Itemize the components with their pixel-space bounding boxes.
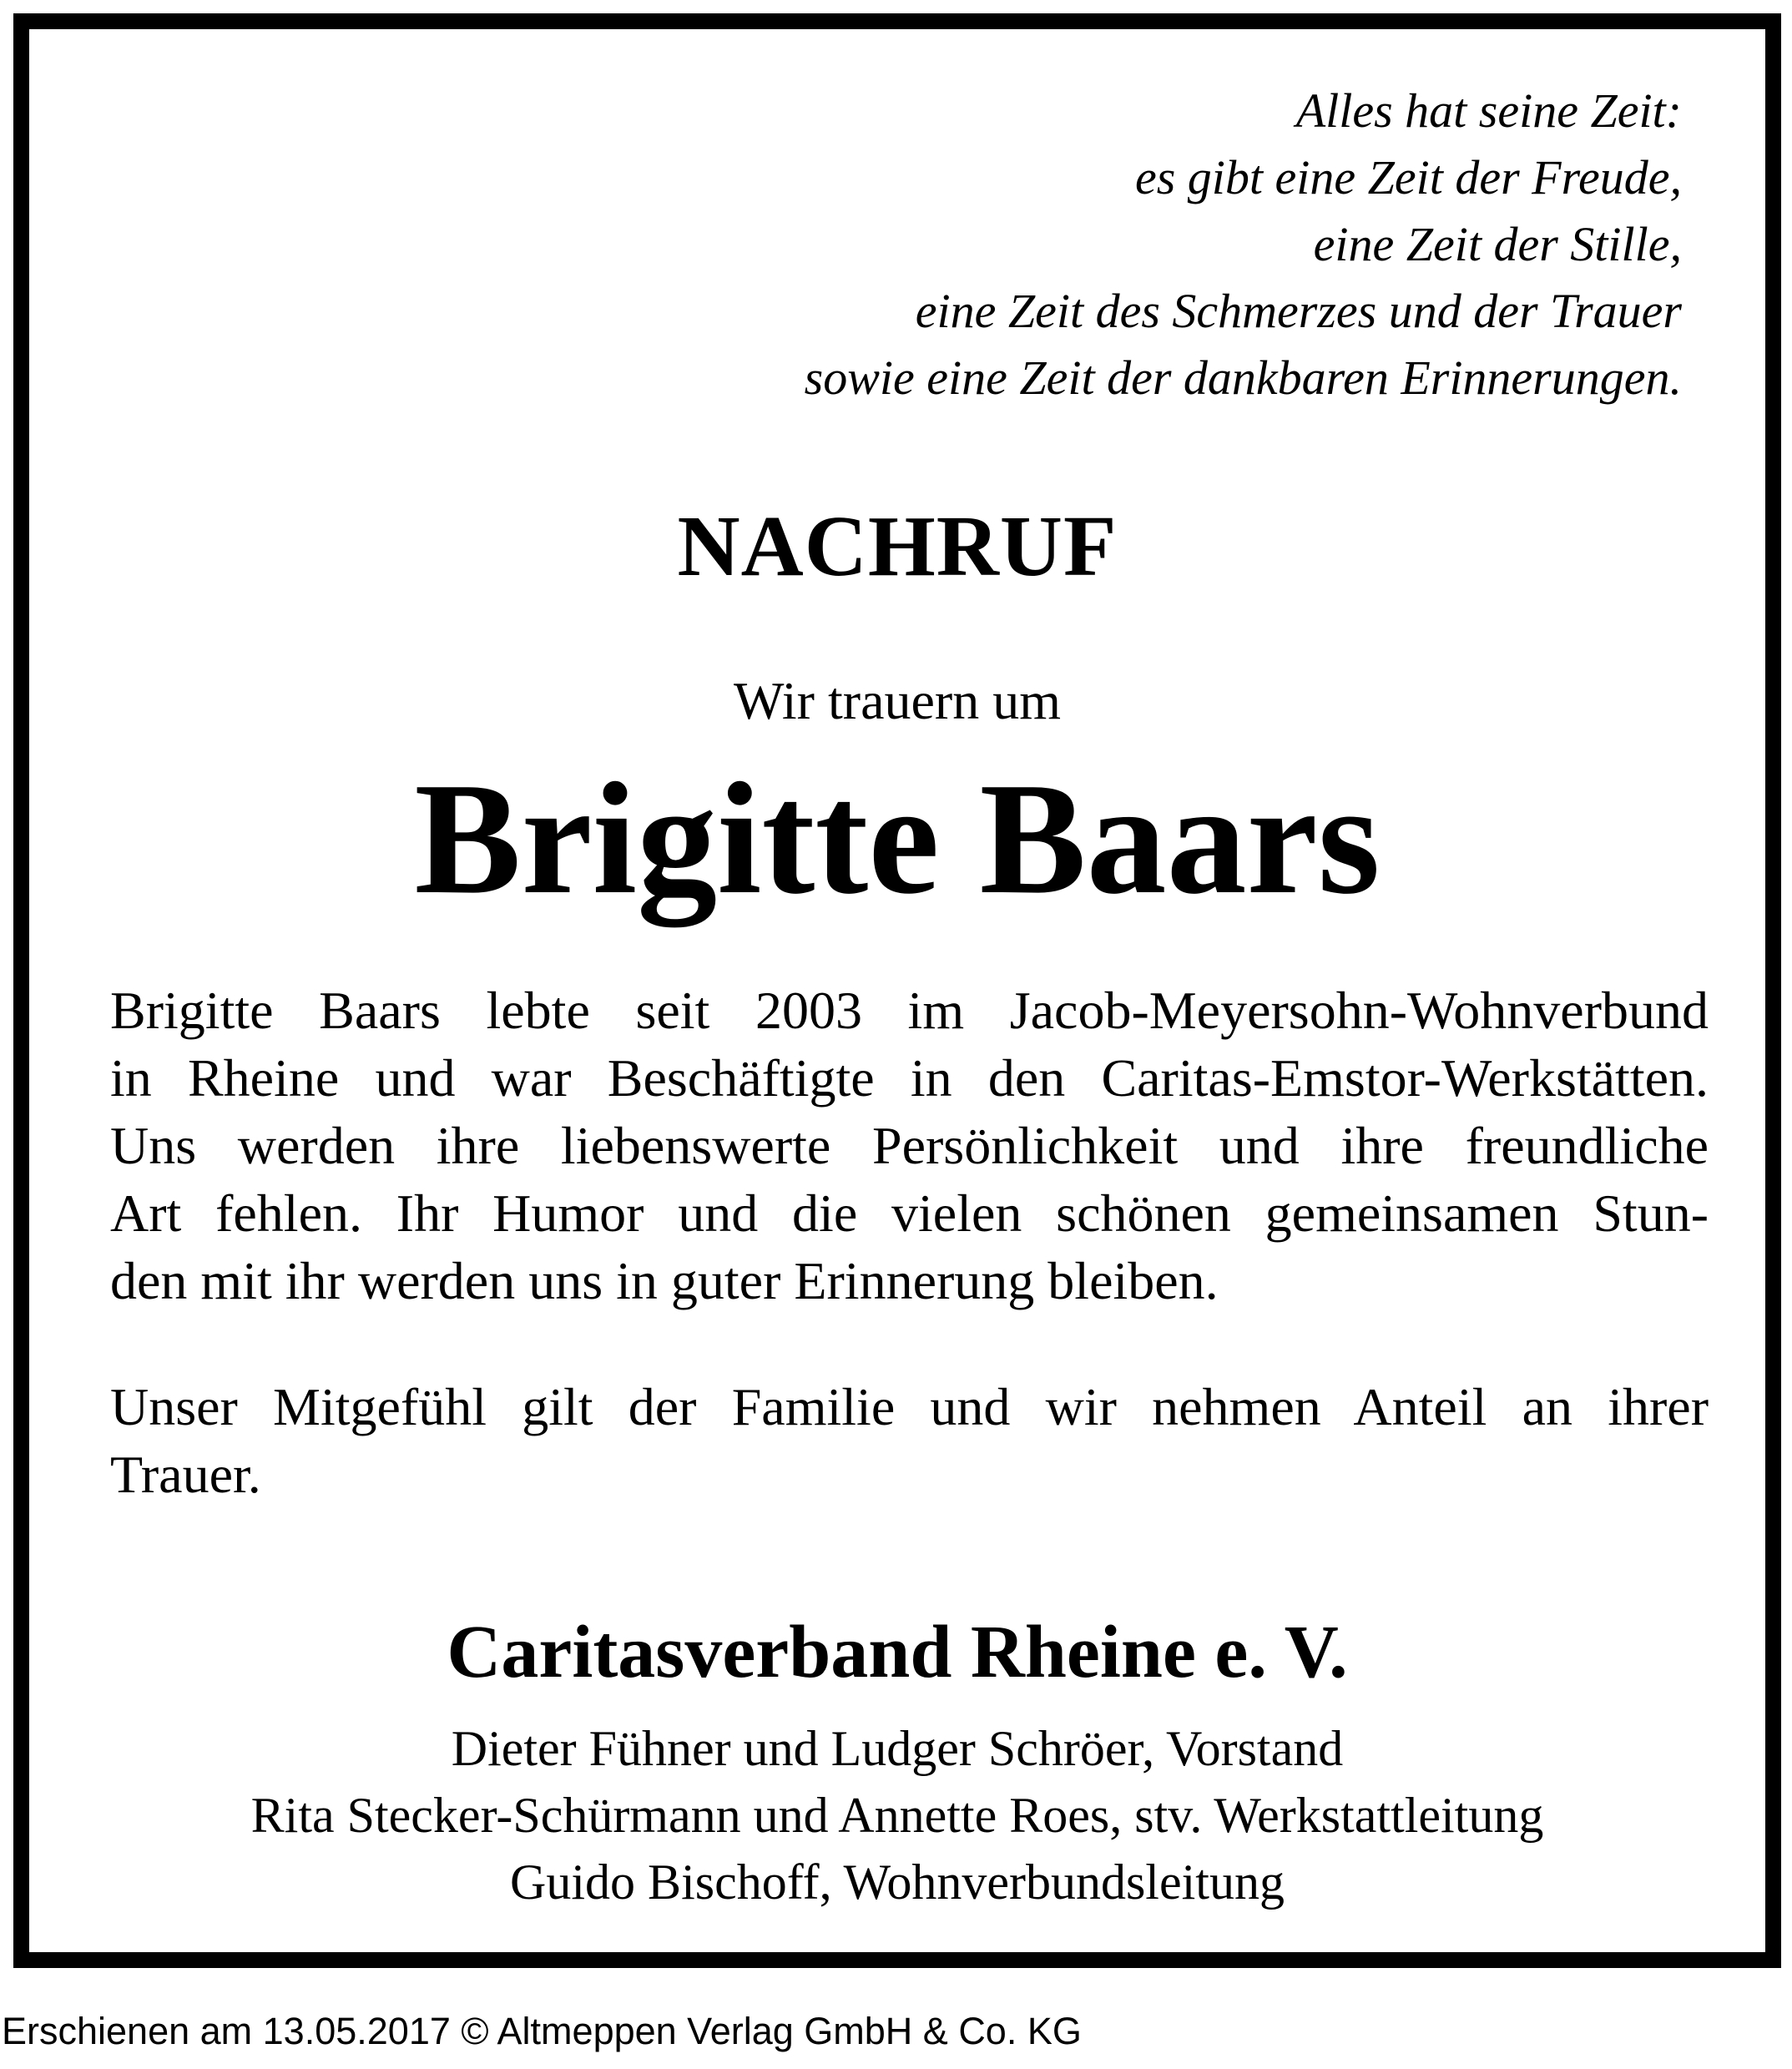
intro-text: Wir trauern um <box>734 671 1061 730</box>
paragraph-line: Uns werden ihre liebenswerte Persönlichkeit und ihre freundliche <box>110 1116 1709 1175</box>
paragraph-line: Trauer. <box>110 1445 261 1504</box>
poem-line: eine Zeit der Stille, <box>1313 217 1682 271</box>
paragraph-line: Art fehlen. Ihr Humor und die vielen schönen gemeinsamen Stun- <box>110 1183 1709 1243</box>
poem-line: Alles hat seine Zeit: <box>1295 83 1682 138</box>
obituary-frame <box>13 13 1781 1968</box>
obituary-heading: NACHRUF <box>677 498 1118 594</box>
deceased-name: Brigitte Baars <box>414 749 1381 927</box>
signer-line: Rita Stecker-Schürmann und Annette Roes, stv. Werkstattleitung <box>250 1788 1544 1843</box>
paragraph-line: den mit ihr werden uns in guter Erinnerung bleiben. <box>110 1251 1219 1310</box>
signers-list <box>29 1715 1765 1915</box>
poem-line: es gibt eine Zeit der Freude, <box>1134 150 1682 204</box>
poem <box>805 78 1682 411</box>
main-paragraph <box>110 976 1709 1315</box>
publication-footer: Erschienen am 13.05.2017 © Altmeppen Verlag GmbH & Co. KG <box>2 2010 1082 2052</box>
poem-line: eine Zeit des Schmerzes und der Trauer <box>915 284 1682 338</box>
signer-line: Dieter Fühner und Ludger Schröer, Vorstand <box>451 1721 1344 1776</box>
poem-line: sowie eine Zeit der dankbaren Erinnerungen. <box>804 351 1682 405</box>
condolence-paragraph <box>110 1373 1709 1508</box>
paragraph-line: Brigitte Baars lebte seit 2003 im Jacob-Meyersohn-Wohnverbund <box>110 981 1709 1040</box>
paragraph-line: in Rheine und war Beschäftigte in den Caritas-Emstor-Werkstätten. <box>110 1048 1709 1108</box>
signer-line: Guido Bischoff, Wohnverbundsleitung <box>510 1855 1285 1910</box>
organization-name: Caritasverband Rheine e. V. <box>447 1611 1348 1693</box>
paragraph-line: Unser Mitgefühl gilt der Familie und wir nehmen Anteil an ihrer <box>110 1377 1709 1436</box>
